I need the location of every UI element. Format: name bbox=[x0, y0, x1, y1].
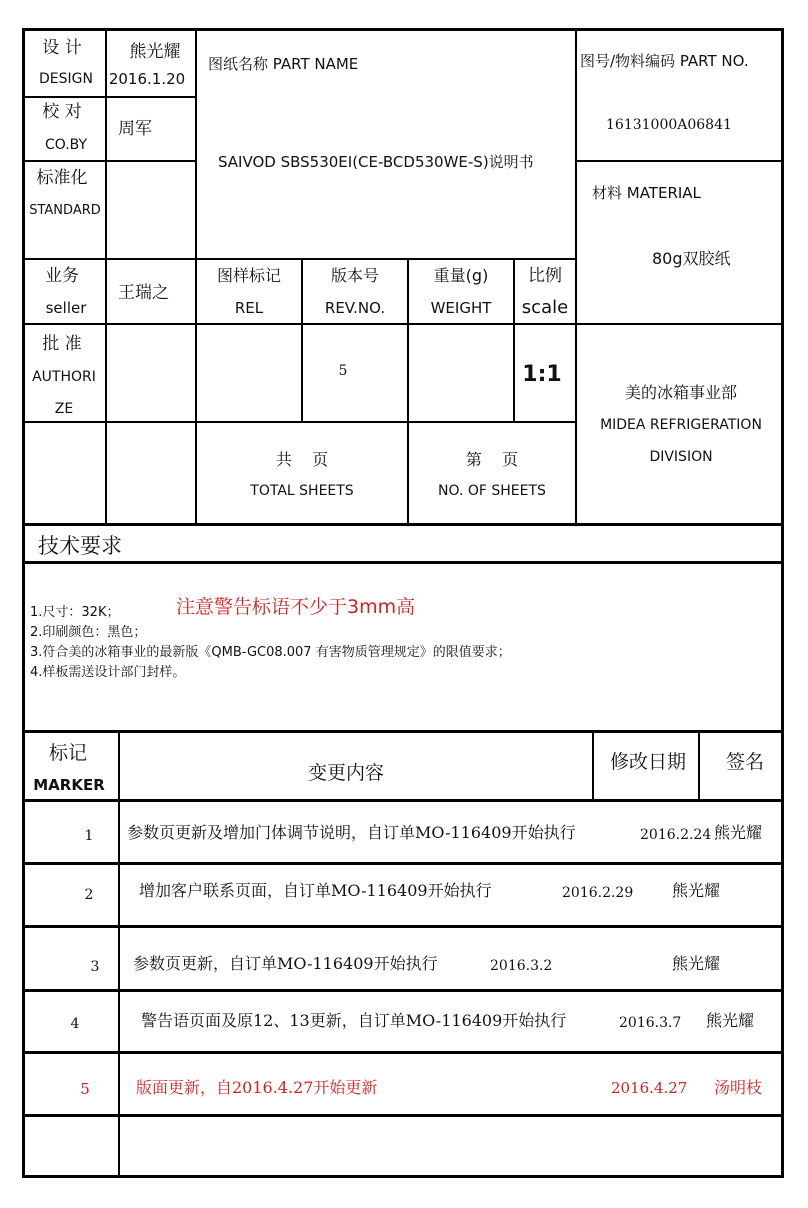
standard-label-cn: 标准化 bbox=[36, 168, 88, 188]
grid-line bbox=[24, 523, 784, 526]
rev-label-cn: 版本号 bbox=[330, 266, 380, 285]
grid-line bbox=[195, 30, 197, 524]
requirement-item: 3.符合美的冰箱事业的最新版《QMB-GC08.007 有害物质管理规定》的限值要求； bbox=[30, 645, 511, 660]
grid-line bbox=[24, 989, 784, 992]
grid-line bbox=[575, 160, 784, 162]
grid-line bbox=[24, 1051, 784, 1054]
part-name-label: 图纸名称 PART NAME bbox=[208, 55, 359, 73]
requirements-heading: 技术要求 bbox=[38, 534, 122, 558]
total-sheets-cn: 共 页 bbox=[275, 450, 329, 469]
grid-line bbox=[592, 732, 594, 801]
part-name: SAIVOD SBS530EI(CE-BCD530WE-S)说明书 bbox=[218, 153, 534, 171]
seller-label-en: seller bbox=[45, 299, 87, 317]
grid-line bbox=[105, 30, 107, 524]
material-label: 材料 MATERIAL bbox=[592, 184, 701, 202]
grid-line bbox=[24, 96, 196, 98]
design-label-en: DESIGN bbox=[39, 71, 93, 87]
date-header: 修改日期 bbox=[609, 751, 687, 773]
row-marker: 1 bbox=[84, 828, 94, 844]
content-header: 变更内容 bbox=[307, 762, 385, 784]
sheet-number-cn: 第 页 bbox=[465, 450, 519, 469]
seller-label-cn: 业务 bbox=[45, 266, 79, 286]
requirement-item: 4.样板需送设计部门封样。 bbox=[30, 665, 186, 680]
grid-line bbox=[575, 30, 577, 524]
part-no-label: 图号/物料编码 PART NO. bbox=[580, 52, 749, 70]
rel-label-en: REL bbox=[234, 299, 264, 317]
row-marker: 5 bbox=[80, 1080, 90, 1098]
grid-line bbox=[407, 260, 409, 524]
row-signature: 熊光耀 bbox=[672, 881, 721, 900]
check-label-cn: 校 对 bbox=[42, 102, 82, 122]
row-marker: 4 bbox=[70, 1016, 80, 1032]
scale-label-cn: 比例 bbox=[528, 266, 562, 286]
grid-line bbox=[24, 730, 784, 733]
grid-line bbox=[24, 323, 784, 325]
row-marker: 3 bbox=[90, 959, 100, 975]
warning-note: 注意警告标语不少于3mm高 bbox=[176, 596, 416, 618]
marker-header-cn: 标记 bbox=[48, 742, 88, 764]
design-label-cn: 设 计 bbox=[42, 38, 82, 58]
design-date: 2016.1.20 bbox=[108, 70, 186, 88]
grid-line bbox=[24, 561, 784, 564]
sign-header: 签名 bbox=[725, 751, 765, 773]
seller-name: 王瑞之 bbox=[118, 283, 169, 303]
checker-name: 周军 bbox=[118, 119, 152, 139]
scale-label-en: scale bbox=[521, 297, 569, 318]
grid-line bbox=[698, 732, 700, 801]
requirement-item: 1.尺寸：32K； bbox=[30, 605, 120, 620]
division-en-1: MIDEA REFRIGERATION bbox=[600, 417, 762, 433]
grid-line bbox=[24, 1114, 784, 1117]
row-signature: 汤明枝 bbox=[714, 1078, 763, 1097]
grid-line bbox=[118, 732, 120, 1176]
grid-line bbox=[24, 258, 577, 260]
part-no: 16131000A06841 bbox=[606, 117, 732, 133]
grid-line bbox=[301, 260, 303, 423]
grid-line bbox=[24, 925, 784, 928]
row-content: 参数页更新，自订单MO-116409开始执行 bbox=[133, 954, 438, 973]
sheet-number-en: NO. OF SHEETS bbox=[438, 483, 546, 499]
weight-label-cn: 重量(g) bbox=[433, 266, 489, 285]
grid-line bbox=[24, 421, 577, 423]
approve-label-en-1: AUTHORI bbox=[32, 369, 96, 385]
row-date: 2016.3.7 bbox=[619, 1015, 682, 1031]
row-marker: 2 bbox=[84, 887, 94, 903]
marker-header-en: MARKER bbox=[33, 776, 105, 794]
grid-line bbox=[24, 862, 784, 865]
approve-label-cn: 批 准 bbox=[42, 334, 82, 354]
grid-line bbox=[24, 160, 196, 162]
standard-label-en: STANDARD bbox=[29, 203, 101, 218]
approve-label-en-2: ZE bbox=[54, 401, 74, 417]
check-label-en: CO.BY bbox=[44, 137, 88, 153]
row-date: 2016.2.29 bbox=[562, 885, 634, 901]
row-date: 2016.3.2 bbox=[490, 958, 553, 974]
row-content: 版面更新，自2016.4.27开始更新 bbox=[136, 1078, 378, 1097]
division-en-2: DIVISION bbox=[649, 449, 713, 465]
row-content: 警告语页面及原12、13更新，自订单MO-116409开始执行 bbox=[141, 1011, 567, 1030]
row-signature: 熊光耀 bbox=[672, 954, 721, 973]
scale-value: 1:1 bbox=[522, 362, 562, 387]
row-date: 2016.4.27 bbox=[611, 1079, 688, 1097]
total-sheets-en: TOTAL SHEETS bbox=[250, 483, 354, 499]
division-cn: 美的冰箱事业部 bbox=[624, 383, 738, 402]
grid-line bbox=[513, 260, 515, 423]
row-signature: 熊光耀 bbox=[714, 823, 763, 842]
row-date: 2016.2.24 bbox=[640, 827, 712, 843]
rel-label-cn: 图样标记 bbox=[216, 266, 282, 285]
revision-number: 5 bbox=[338, 363, 348, 379]
row-signature: 熊光耀 bbox=[706, 1011, 755, 1030]
row-content: 参数页更新及增加门体调节说明，自订单MO-116409开始执行 bbox=[127, 823, 576, 842]
rev-label-en: REV.NO. bbox=[324, 299, 386, 317]
material-value: 80g双胶纸 bbox=[652, 249, 731, 268]
weight-label-en: WEIGHT bbox=[430, 299, 492, 317]
grid-line bbox=[24, 799, 784, 802]
row-content: 增加客户联系页面，自订单MO-116409开始执行 bbox=[139, 881, 492, 900]
designer-name: 熊光耀 bbox=[129, 42, 181, 62]
requirement-item: 2.印刷颜色：黑色； bbox=[30, 625, 147, 640]
